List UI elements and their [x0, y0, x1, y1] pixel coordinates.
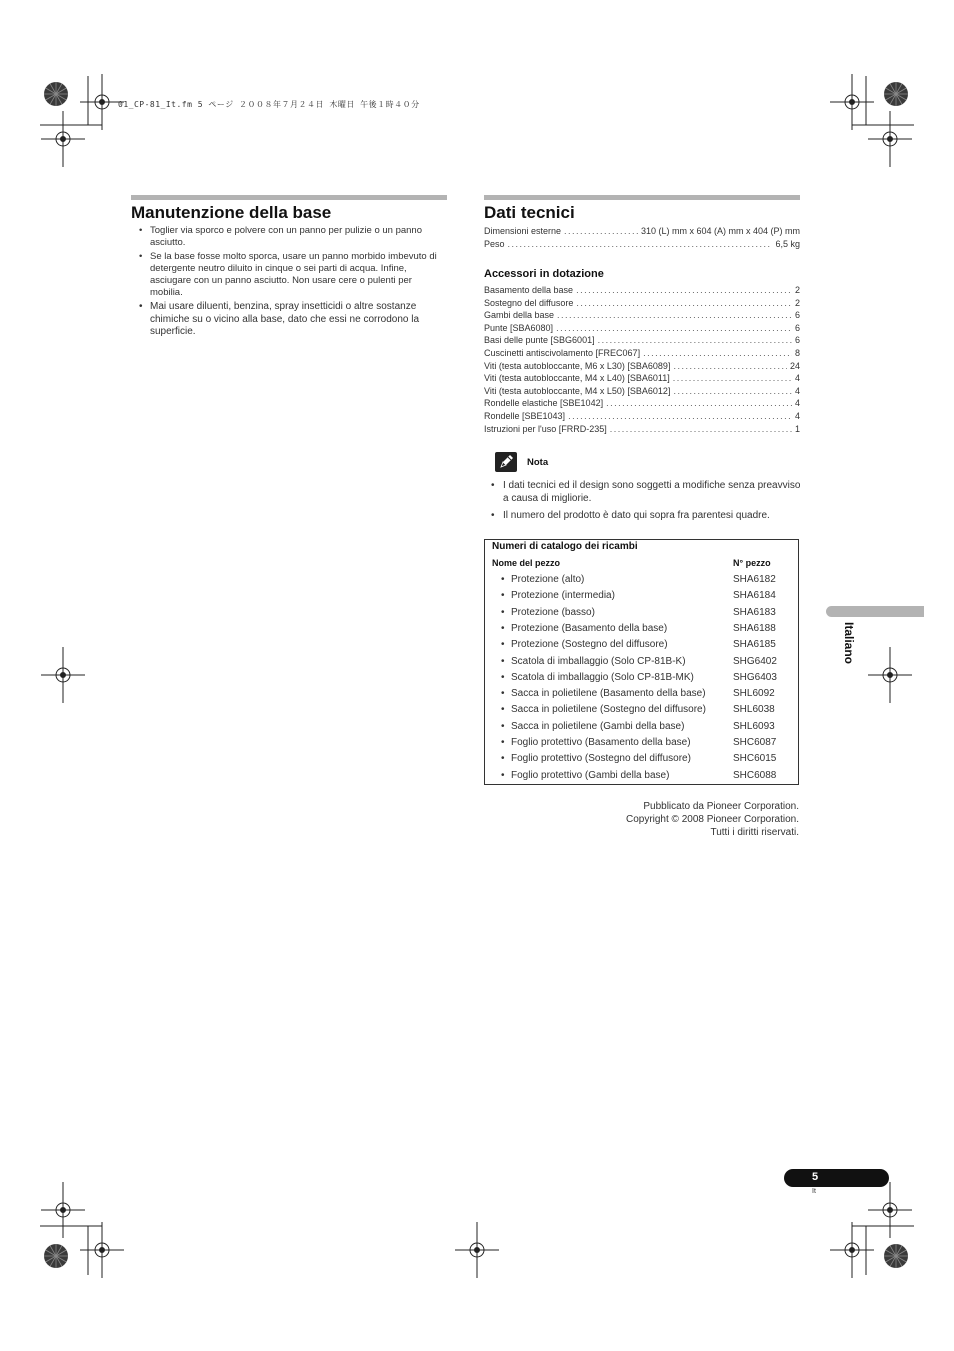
accessory-row: [484, 397, 800, 410]
catalog-row: • Foglio protettivo (Sostegno del diffusore) SHC6015: [485, 751, 798, 767]
spec-row: [484, 238, 800, 251]
accessory-label: Viti (testa autobloccante, M6 x L30) [SBA6089]: [484, 360, 671, 371]
accessory-qty: 4: [794, 373, 800, 384]
accessory-row: [484, 284, 800, 297]
catalog-part-name: Protezione (Sostegno del diffusore): [511, 639, 668, 651]
accessories-title: Accessori in dotazione: [484, 268, 604, 280]
accessory-label: Cuscinetti antiscivolamento [FREC067]: [484, 347, 641, 358]
accessories-list: [484, 284, 800, 435]
catalog-part-code: SHA6182: [733, 574, 776, 585]
language-tab: [826, 606, 924, 617]
note-list: [484, 479, 804, 526]
accessory-row: [484, 347, 800, 360]
catalog-part-code: SHC6088: [733, 769, 777, 781]
catalog-row: • Sacca in polietilene (Gambi della base) SHL6093: [485, 719, 798, 735]
catalog-part-code: SHL6038: [733, 704, 775, 716]
catalog-part-code: SHA6183: [733, 606, 776, 618]
accessory-label: Istruzioni per l'uso [FRRD-235]: [484, 423, 607, 434]
accessory-qty: 24: [789, 360, 800, 371]
spec-value: 310 (L) mm x 604 (A) mm x 404 (P) mm: [640, 226, 800, 236]
specs-title: Dati tecnici: [484, 203, 575, 222]
catalog-row: • Sacca in polietilene (Sostegno del diffusore) SHL6038: [485, 702, 798, 718]
catalog-part-name: Foglio protettivo (Basamento della base): [511, 737, 691, 748]
accessory-row: [484, 309, 800, 322]
catalog-part-name: Scatola di imballaggio (Solo CP-81B-K): [511, 655, 686, 667]
accessory-row: [484, 423, 800, 436]
catalog-part-code: SHL6092: [733, 688, 775, 700]
accessory-qty: 4: [794, 398, 800, 409]
catalog-row: • Protezione (intermedia) SHA6184: [485, 588, 798, 604]
accessory-label: Basi delle punte [SBG6001]: [484, 335, 595, 346]
catalog-part-code: SHA6185: [733, 639, 776, 651]
catalog-part-code: SHC6087: [733, 737, 777, 748]
catalog-part-name: Protezione (Basamento della base): [511, 622, 668, 634]
catalog-row: • Protezione (Sostegno del diffusore) SHA6185: [485, 637, 798, 653]
spec-row: [484, 225, 800, 238]
catalog-part-name: Protezione (intermedia): [511, 590, 615, 602]
accessory-qty: 6: [794, 310, 800, 321]
catalog-part-code: SHA6184: [733, 590, 776, 602]
catalog-part-name: Protezione (alto): [511, 574, 585, 585]
accessory-qty: 4: [794, 410, 800, 421]
accessory-label: Viti (testa autobloccante, M4 x L50) [SBA6012]: [484, 385, 671, 396]
accessory-row: [484, 360, 800, 373]
catalog-part-name: Sacca in polietilene (Sostegno del diffusore): [511, 704, 706, 716]
catalog-header-name: Nome del pezzo: [492, 558, 561, 568]
language-text: Italiano: [842, 622, 856, 665]
catalog-row: • Scatola di imballaggio (Solo CP-81B-MK) SHG6403: [485, 670, 798, 686]
publisher-line: Pubblicato da Pioneer Corporation.: [643, 801, 799, 812]
accessory-qty: 6: [794, 335, 800, 346]
catalog-row: • Protezione (alto) SHA6182: [485, 572, 798, 588]
copyright-line: Copyright © 2008 Pioneer Corporation.: [625, 814, 799, 825]
catalog-header-number: N° pezzo: [733, 558, 771, 568]
catalog-row: • Sacca in polietilene (Basamento della base) SHL6092: [485, 686, 798, 702]
accessory-label: Basamento della base: [484, 285, 574, 295]
maintenance-bullet: • Toglier via sporco e polvere con un panno per pulizie o un panno asciutto.: [131, 225, 447, 249]
accessory-row: [484, 297, 800, 310]
spec-label: Peso: [484, 238, 505, 249]
catalog-part-code: SHG6402: [733, 655, 777, 667]
accessory-qty: 8: [794, 347, 800, 358]
parts-catalog-table: [484, 539, 799, 785]
accessory-qty: 2: [794, 285, 800, 295]
accessory-qty: 4: [794, 385, 800, 396]
accessory-row: [484, 334, 800, 347]
maintenance-bullet: • Mai usare diluenti, benzina, spray insetticidi o altre sostanze chimiche su o vicino alla base, dato che essi ne corrodono la superficie.: [131, 301, 447, 339]
page-number-pill: [784, 1169, 889, 1187]
spec-label: Dimensioni esterne: [484, 226, 562, 236]
note-bullet: • Il numero del prodotto è dato qui sopra fra parentesi quadre.: [484, 509, 804, 522]
note-bullet: • I dati tecnici ed il design sono soggetti a modifiche senza preavviso a causa di migliorie.: [484, 479, 804, 505]
accessory-row: [484, 385, 800, 398]
accessory-label: Punte [SBA6080]: [484, 322, 554, 333]
catalog-row: • Protezione (basso) SHA6183: [485, 605, 798, 621]
accessory-qty: 2: [794, 297, 800, 308]
accessory-row: [484, 372, 800, 385]
catalog-row: • Foglio protettivo (Gambi della base) SHC6088: [485, 768, 798, 784]
catalog-part-name: Foglio protettivo (Sostegno del diffusore): [511, 753, 691, 765]
accessory-row: [484, 322, 800, 335]
catalog-part-name: Foglio protettivo (Gambi della base): [511, 769, 670, 781]
catalog-part-name: Sacca in polietilene (Basamento della base): [511, 688, 706, 700]
catalog-row: • Scatola di imballaggio (Solo CP-81B-K) SHG6402: [485, 654, 798, 670]
accessory-qty: 1: [794, 423, 800, 434]
catalog-row: • Foglio protettivo (Basamento della base) SHC6087: [485, 735, 798, 751]
catalog-row: • Protezione (Basamento della base) SHA6188: [485, 621, 798, 637]
pencil-note-icon: [495, 452, 517, 472]
maintenance-bullet: • Se la base fosse molto sporca, usare un panno morbido imbevuto di detergente neutro diluito in cinque o sei parti di acqua. Infine, asciugare con un panno asciutto. Non usare cere o pulenti per mobilia.: [131, 251, 447, 299]
accessory-qty: 6: [794, 322, 800, 333]
file-stamp: 01_CP-81_It.fm 5 ページ ２００８年７月２４日 木曜日 午後１時４０分: [118, 100, 420, 109]
note-label: Nota: [527, 457, 549, 468]
accessory-label: Sostegno del diffusore: [484, 297, 574, 308]
catalog-part-code: SHL6093: [733, 720, 775, 732]
accessory-label: Rondelle [SBE1043]: [484, 410, 566, 421]
accessory-label: Viti (testa autobloccante, M4 x L40) [SBA6011]: [484, 373, 670, 384]
language-label: [842, 622, 858, 686]
catalog-part-name: Protezione (basso): [511, 606, 595, 618]
spec-value: 6,5 kg: [775, 238, 800, 249]
specs-list: [484, 225, 800, 250]
publisher-block: [626, 800, 799, 839]
rights-line: Tutti i diritti riservati.: [710, 827, 799, 838]
catalog-title: Numeri di catalogo dei ricambi: [492, 541, 638, 552]
catalog-part-name: Scatola di imballaggio (Solo CP-81B-MK): [511, 671, 694, 683]
accessory-row: [484, 410, 800, 423]
page-lang-code: It: [812, 1188, 816, 1195]
catalog-part-code: SHA6188: [733, 622, 776, 634]
accessory-label: Gambi della base: [484, 310, 555, 321]
maintenance-title: Manutenzione della base: [131, 203, 332, 222]
catalog-part-code: SHC6015: [733, 753, 777, 765]
catalog-part-code: SHG6403: [733, 671, 777, 683]
accessory-label: Rondelle elastiche [SBE1042]: [484, 398, 604, 409]
section-bar-specs: [484, 195, 800, 200]
maintenance-list: [131, 225, 447, 341]
page-number: 5: [811, 1171, 819, 1183]
section-bar-maintenance: [131, 195, 447, 200]
catalog-part-name: Sacca in polietilene (Gambi della base): [511, 720, 685, 732]
